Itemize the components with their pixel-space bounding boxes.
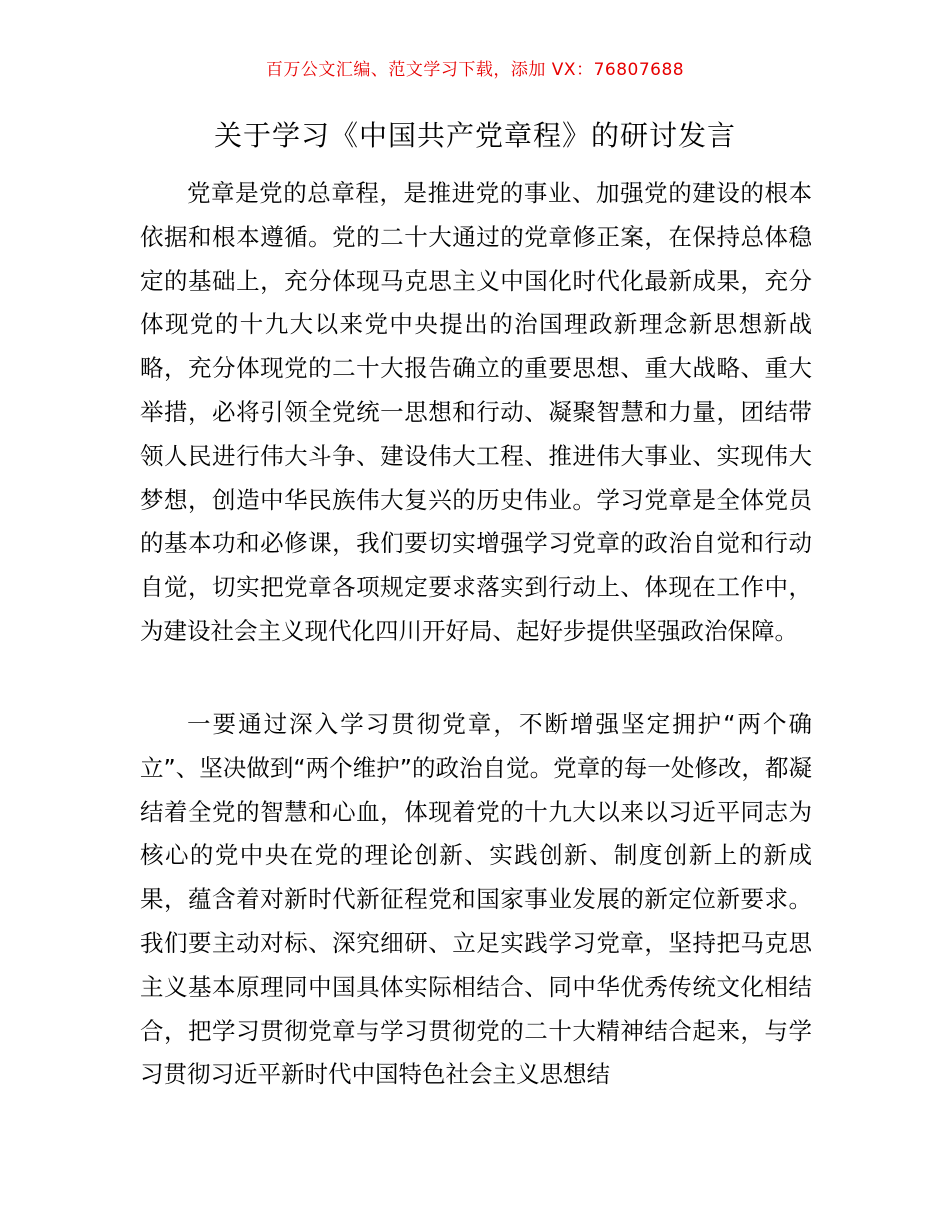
document-title: 关于学习《中国共产党章程》的研讨发言 [213,119,736,152]
body-paragraph-2: 一要通过深入学习贯彻党章，不断增强坚定拥护“两个确立”、坚决做到“两个维护”的政治自觉。党章的每一处修改，都凝结着全党的智慧和心血，体现着党的十九大以来以习近平同志为核心的党中央在党的理论创新、实践创新、制度创新上的新成果，蕴含着对新时代新征程党和国家事业发展的新定位新要求。我们要主动对标、深究细研、立足实践学习党章，坚持把马克思主义基本原理同中国具体实际相结合、同中华优秀传统文化相结合，把学习贯彻党章与学习贯彻党的二十大精神结合起来，与学习贯彻习近平新时代中国特色社会主义思想结 [140,710,812,1089]
body-paragraph-1: 党章是党的总章程，是推进党的事业、加强党的建设的根本依据和根本遵循。党的二十大通过的党章修正案，在保持总体稳定的基础上，充分体现马克思主义中国化时代化最新成果，充分体现党的十九大以来党中央提出的治国理政新理念新思想新战略，充分体现党的二十大报告确立的重要思想、重大战略、重大举措，必将引领全党统一思想和行动、凝聚智慧和力量，团结带领人民进行伟大斗争、建设伟大工程、推进伟大事业、实现伟大梦想，创造中华民族伟大复兴的历史伟业。学习党章是全体党员的基本功和必修课，我们要切实增强学习党章的政治自觉和行动自觉，切实把党章各项规定要求落实到行动上、体现在工作中，为建设社会主义现代化四川开好局、起好步提供坚强政治保障。 [140,179,812,645]
header-banner: 百万公文汇编、范文学习下载，添加 VX：76807688 [265,60,685,80]
